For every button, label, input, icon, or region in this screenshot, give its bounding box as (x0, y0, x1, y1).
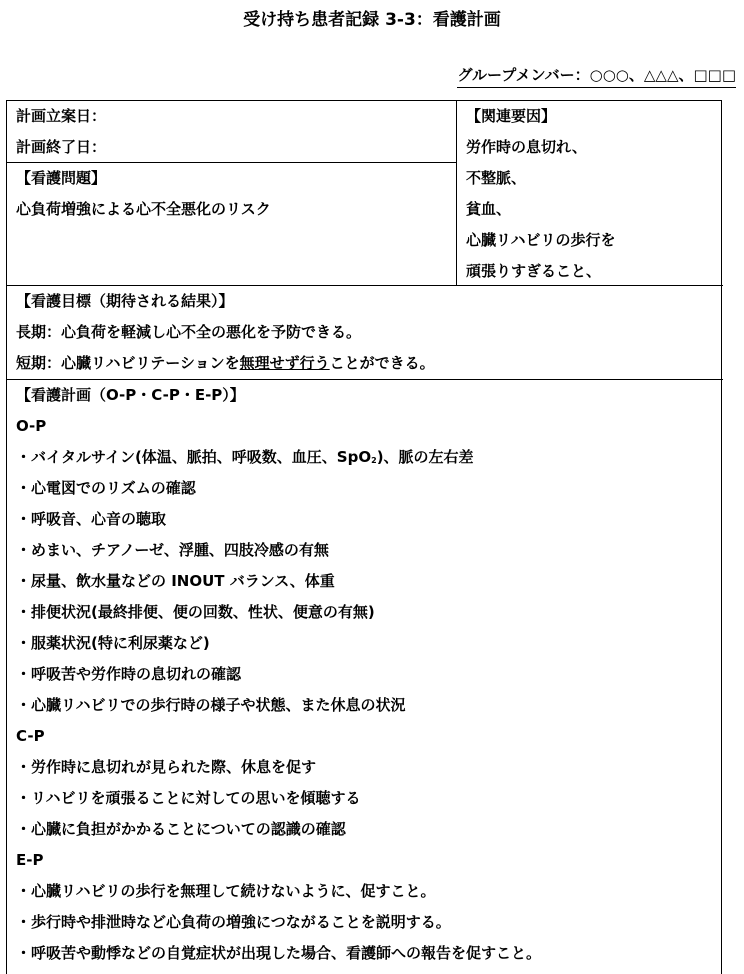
goals-heading: 【看護目標（期待される結果）】 (16, 292, 234, 310)
ep-label: E-P (16, 851, 44, 869)
spo2-subscript: 2 (371, 456, 377, 465)
short-term-suffix: ことができる。 (329, 354, 435, 372)
ep-item: ・呼吸苦や動悸などの自覚症状が出現した場合、看護師への報告を促すこと。 (16, 944, 542, 962)
plan-heading: 【看護計画（O-P・C-P・E-P）】 (16, 386, 245, 404)
op-vitals-prefix: ・バイタルサイン(体温、脈拍、呼吸数、血圧、SpO (16, 448, 372, 466)
op-item (16, 442, 723, 473)
op-item: ・呼吸苦や労作時の息切れの確認 (16, 665, 242, 683)
plan-dates (7, 101, 456, 163)
short-term-underlined: 無理せず行う (239, 354, 330, 372)
short-term-prefix: 短期：心臓リハビリテーションを (16, 354, 240, 372)
top-section (7, 101, 723, 286)
op-item: ・呼吸音、心音の聴取 (16, 510, 167, 528)
op-vitals-suffix: )、脈の左右差 (376, 448, 474, 466)
op-label: O-P (16, 417, 47, 435)
related-factor-item: 貧血、 (466, 200, 512, 218)
page-title: 受け持ち患者記録 3-3：看護計画 (243, 10, 501, 30)
cp-item: ・心臓に負担がかかることについての認識の確認 (16, 820, 346, 838)
op-item: ・排便状況(最終排便、便の回数、性状、便意の有無) (16, 603, 375, 621)
related-factor-item: 心臓リハビリの歩行を (466, 231, 616, 249)
op-item: ・心電図でのリズムの確認 (16, 479, 196, 497)
related-factor-item: 不整脈、 (466, 169, 527, 187)
cp-item: ・リハビリを頑張ることに対しての思いを傾聴する (16, 789, 361, 807)
plan-start-date: 計画立案日： (16, 107, 107, 125)
long-term-goal: 長期：心負荷を軽減し心不全の悪化を予防できる。 (16, 323, 362, 341)
left-column (7, 101, 457, 285)
related-factors-heading: 【関連要因】 (466, 107, 557, 125)
ep-item: ・歩行時や排泄時など心負荷の増強につながることを説明する。 (16, 913, 451, 931)
op-item: ・服薬状況(特に利尿薬など) (16, 634, 210, 652)
op-item: ・尿量、飲水量などの INOUT バランス、体重 (16, 572, 335, 590)
nursing-goals (7, 286, 723, 380)
op-item: ・心臓リハビリでの歩行時の様子や状態、また休息の状況 (16, 696, 406, 714)
short-term-goal (16, 348, 723, 379)
op-item: ・めまい、チアノーゼ、浮腫、四肢冷感の有無 (16, 541, 329, 559)
related-factor-item: 頑張りすぎること、 (466, 262, 602, 280)
related-factors (457, 101, 721, 287)
cp-item: ・労作時に息切れが見られた際、休息を促す (16, 758, 317, 776)
cp-label: C-P (16, 727, 45, 745)
ep-item: ・心臓リハビリの歩行を無理して続けないように、促すこと。 (16, 882, 436, 900)
problem-text: 心負荷増強による心不全悪化のリスク (16, 200, 271, 218)
nursing-problem (7, 163, 456, 225)
problem-heading: 【看護問題】 (16, 169, 107, 187)
nursing-plan (7, 380, 723, 969)
related-factor-item: 労作時の息切れ、 (466, 138, 587, 156)
plan-end-date: 計画終了日： (16, 138, 107, 156)
nursing-plan-table (6, 100, 722, 974)
group-member: グループメンバー：○○○、△△△、□□□ (457, 64, 736, 88)
